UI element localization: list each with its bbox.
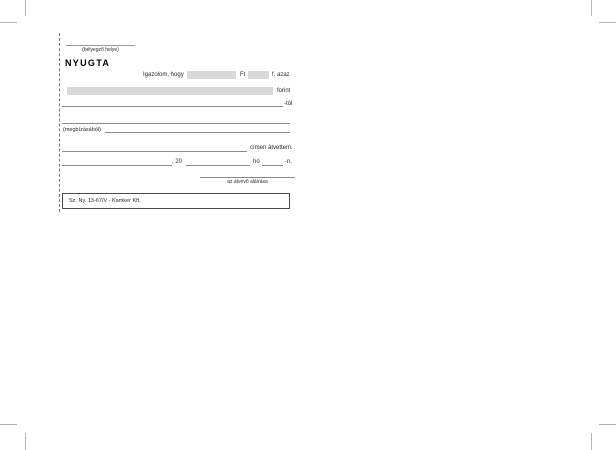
certify-label: Igazolom, hogy [143, 72, 184, 78]
crop-mark-top-left-horizontal [0, 22, 17, 23]
stamp-area-line [66, 45, 135, 46]
form-number-box [62, 193, 290, 209]
address-suffix: címen átvettem. [250, 145, 293, 151]
address-line [62, 151, 247, 152]
date-day-suffix: -n. [285, 159, 293, 165]
receipt-title: NYUGTA [65, 58, 111, 68]
payer-suffix: -tól [284, 101, 293, 107]
currency-label: Ft [240, 72, 246, 78]
date-month-line [186, 165, 250, 166]
payer-name-line [62, 106, 283, 107]
commission-line [105, 132, 290, 133]
crop-mark-bottom-right-horizontal [599, 424, 616, 425]
amount-forint-field [187, 71, 236, 79]
signature-line [200, 177, 295, 178]
stamp-area-hint: (bélyegző helye) [82, 47, 119, 53]
amount-in-words-field [67, 87, 273, 95]
filler-label: f, azaz [272, 72, 290, 78]
amount-filler-field [248, 71, 269, 79]
crop-mark-bottom-left-horizontal [0, 424, 17, 425]
crop-mark-top-right-vertical [591, 0, 592, 16]
date-year-prefix: , 20 [172, 159, 183, 165]
date-month-label: hó [253, 159, 260, 165]
commission-label: (megbízásából) [63, 127, 101, 133]
date-place-line [62, 165, 172, 166]
perforation-dashed-line [59, 33, 60, 212]
crop-mark-bottom-right-vertical [591, 433, 592, 450]
crop-mark-bottom-left-vertical [25, 433, 26, 450]
amount-words-suffix: forint [277, 88, 291, 94]
blank-line [62, 123, 290, 124]
crop-mark-top-right-horizontal [599, 22, 616, 23]
signature-caption: az átvevő aláírása [227, 179, 268, 185]
form-number-text: Sz. Ny. 13-67/V - Kamker Kft. [69, 198, 141, 204]
date-day-line [262, 165, 283, 166]
crop-mark-top-left-vertical [25, 0, 26, 16]
